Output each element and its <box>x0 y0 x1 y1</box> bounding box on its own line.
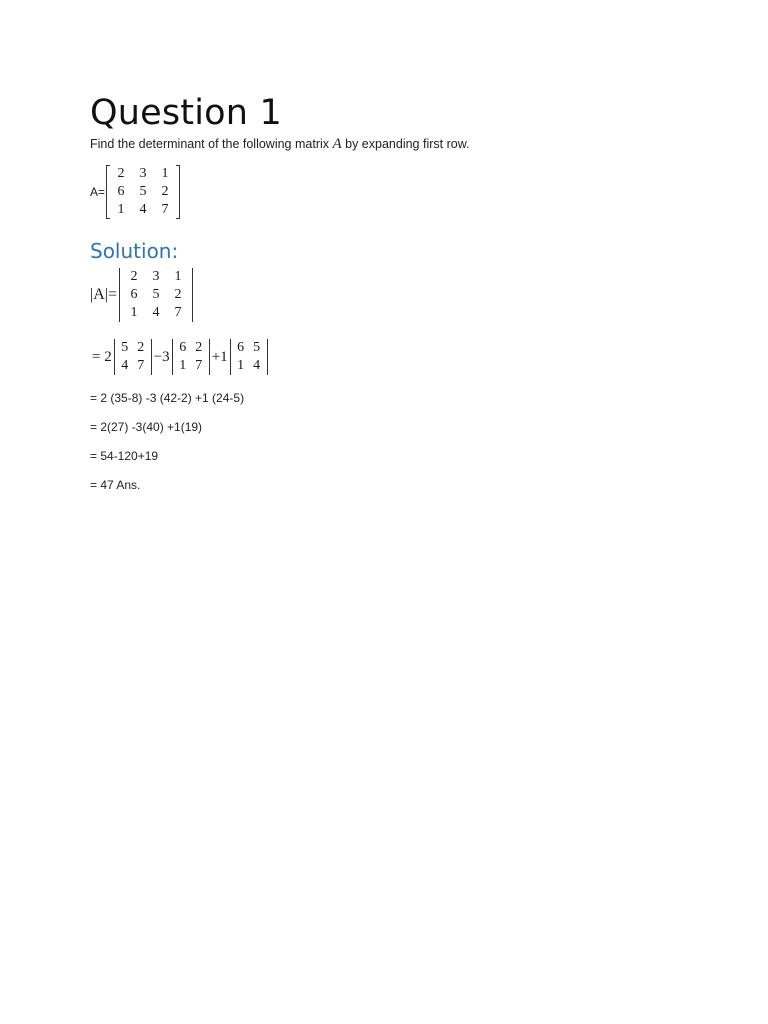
matrix-cell: 2 <box>161 184 169 199</box>
matrix-label: A= <box>90 185 106 199</box>
prompt-text-start: Find the determinant of the following matrix <box>90 137 333 151</box>
matrix-cell: 1 <box>117 202 125 217</box>
solution-step: = 54-120+19 <box>90 449 159 463</box>
matrix-a-equation <box>90 165 180 219</box>
minor-cell: 1 <box>237 358 245 373</box>
matrix-cell: 1 <box>174 269 182 284</box>
minor-1 <box>114 339 152 375</box>
minor-2 <box>172 339 210 375</box>
minor-cell: 4 <box>253 358 261 373</box>
solution-step: = 2(27) -3(40) +1(19) <box>90 420 203 434</box>
minor-cell: 1 <box>179 358 187 373</box>
matrix-cell: 3 <box>139 166 147 181</box>
matrix-cell: 5 <box>152 287 160 302</box>
matrix-cell: 2 <box>117 166 125 181</box>
matrix-cell: 2 <box>130 269 138 284</box>
minor-cell: 6 <box>237 340 245 355</box>
matrix-cell: 4 <box>152 305 160 320</box>
determinant-equation <box>90 268 193 322</box>
solution-step: = 2 (35-8) -3 (42-2) +1 (24-5) <box>90 391 245 405</box>
determinant-label: |A|= <box>90 286 117 303</box>
matrix-cell: 3 <box>152 269 160 284</box>
matrix-cell: 1 <box>161 166 169 181</box>
minor-cell: 2 <box>137 340 145 355</box>
solution-step: = 47 Ans. <box>90 478 141 492</box>
minor-cell: 7 <box>195 358 203 373</box>
minor-cell: 5 <box>121 340 129 355</box>
minor-cell: 7 <box>137 358 145 373</box>
expansion-operator-3: +1 <box>211 348 228 365</box>
matrix-cell: 1 <box>130 305 138 320</box>
matrix-cell: 6 <box>117 184 125 199</box>
expansion-operator-2: −3 <box>153 348 170 365</box>
minor-cell: 2 <box>195 340 203 355</box>
prompt-text-end: by expanding first row. <box>341 137 470 151</box>
expansion-prefix: = 2 <box>92 348 112 365</box>
prompt-variable: A <box>332 136 342 152</box>
minor-cell: 6 <box>179 340 187 355</box>
question-prompt <box>90 136 470 153</box>
matrix-cell: 5 <box>139 184 147 199</box>
matrix-cell: 7 <box>174 305 182 320</box>
question-title: Question 1 <box>90 93 282 133</box>
matrix-cell: 4 <box>139 202 147 217</box>
matrix-cell: 2 <box>174 287 182 302</box>
determinant-matrix <box>119 268 193 322</box>
solution-heading: Solution: <box>90 239 179 263</box>
cofactor-expansion <box>90 339 268 375</box>
minor-cell: 5 <box>253 340 261 355</box>
matrix-cell: 7 <box>161 202 169 217</box>
matrix-a <box>106 165 180 219</box>
matrix-cell: 6 <box>130 287 138 302</box>
minor-3 <box>230 339 268 375</box>
minor-cell: 4 <box>121 358 129 373</box>
